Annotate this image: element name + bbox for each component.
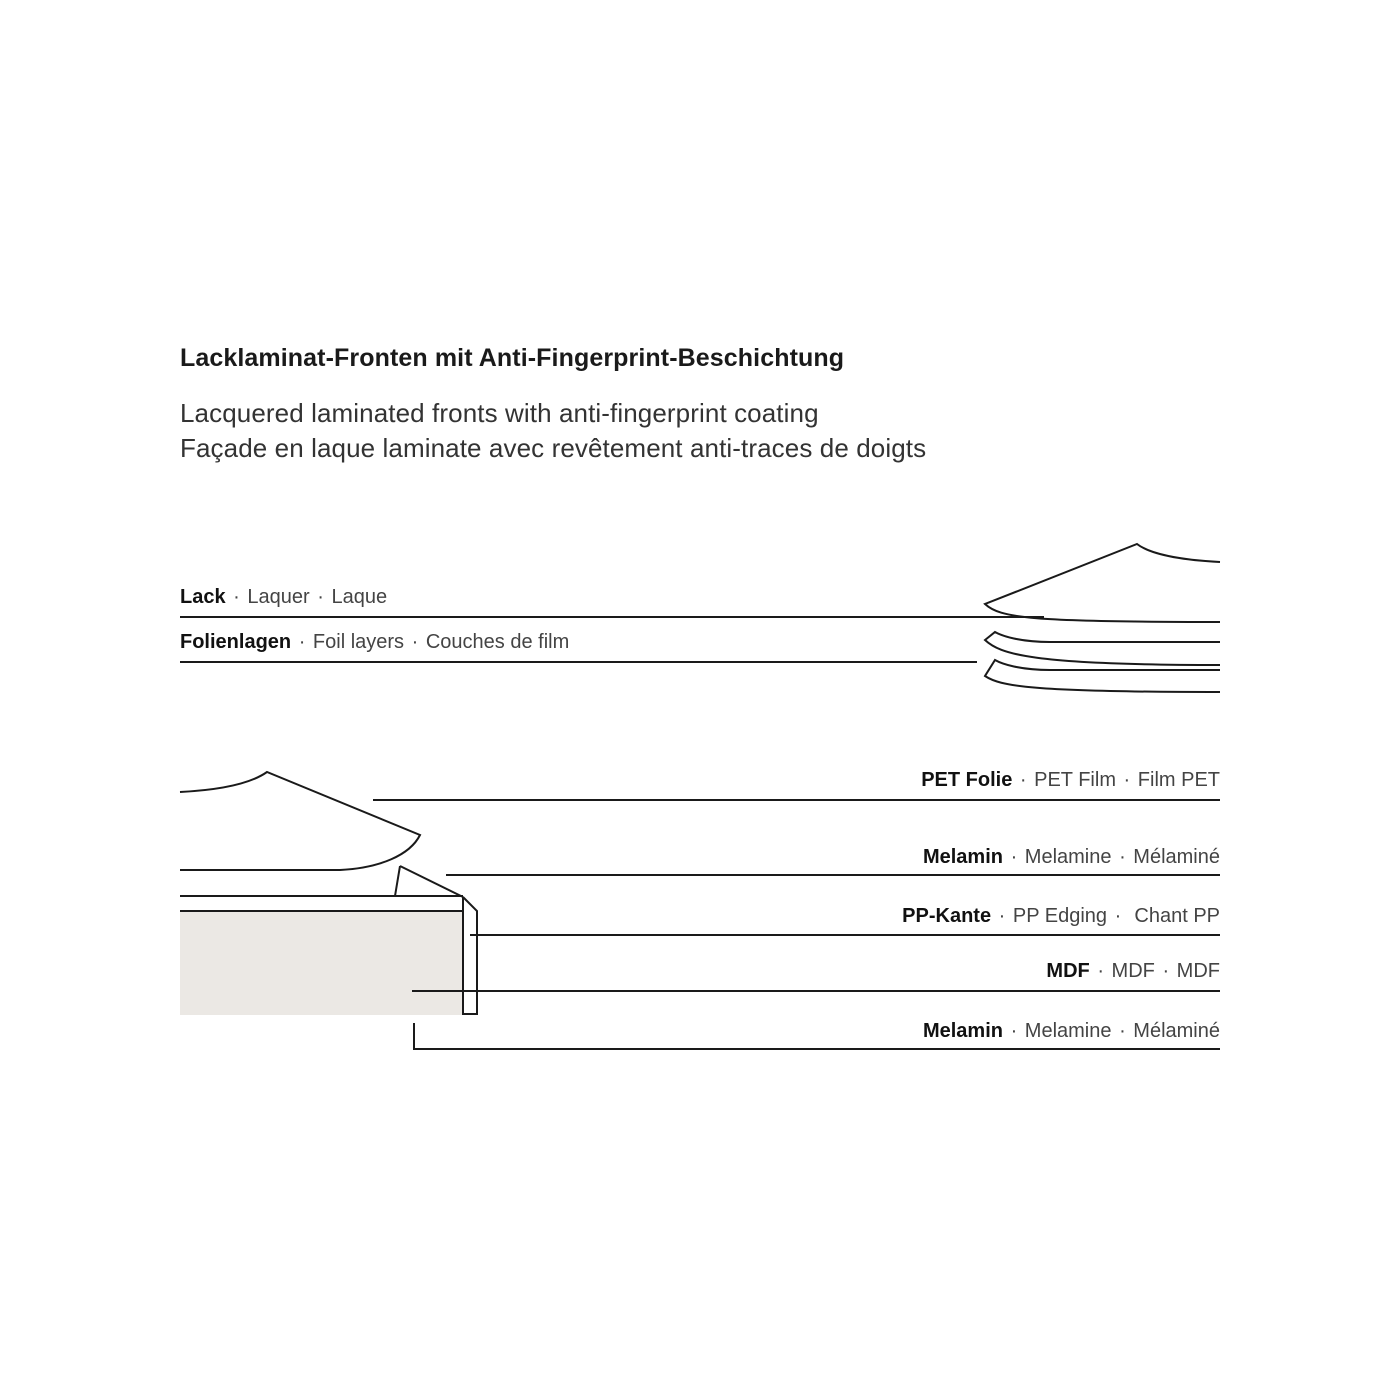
pet-film-shape [180, 772, 420, 870]
foil-layer-shape-1 [985, 632, 1220, 665]
label-melamin-bottom: Melamin · Melamine · Mélaminé [922, 1020, 1220, 1042]
subtitle-english: Lacquered laminated fronts with anti-fingerprint coating [180, 398, 819, 428]
label-pet-folie: PET Folie · PET Film · Film PET [921, 769, 1220, 791]
subtitle-french: Façade en laque laminate avec revêtement anti-traces de doigts [180, 433, 927, 463]
label-melamin-top: Melamin · Melamine · Mélaminé [922, 846, 1220, 868]
label-folienlagen: Folienlagen · Foil layers · Couches de film [180, 631, 570, 653]
mdf-core [180, 911, 463, 1015]
label-pp-kante: PP-Kante · PP Edging · Chant PP [902, 905, 1220, 927]
lacquer-layer-shape [985, 544, 1220, 622]
diagram-title: Lacklaminat-Fronten mit Anti-Fingerprint-Beschichtung [180, 344, 845, 372]
pp-edging [463, 897, 477, 1014]
label-lack: Lack · Laquer · Laque [180, 586, 388, 608]
label-mdf: MDF · MDF · MDF [1046, 960, 1220, 982]
melamine-bevel [400, 866, 463, 897]
